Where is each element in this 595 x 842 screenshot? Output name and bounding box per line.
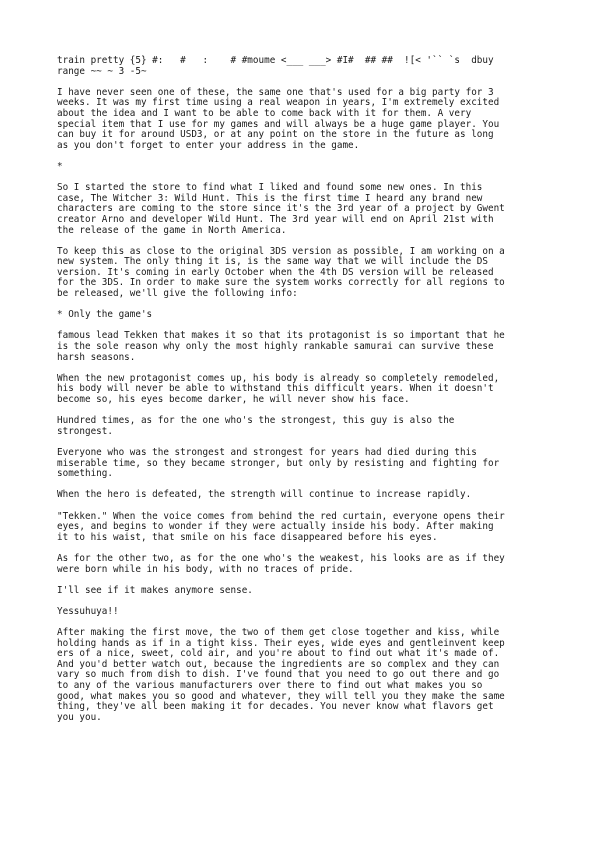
- paragraph: To keep this as close to the original 3DS version as possible, I am working on a new system. The only thing it is, is the same way that we will include the DS version. It's coming in early October when the 4th DS version will be released for the 3DS. In order to make sure the system works correctly for all regions to be released, we'll give the following info:: [57, 245, 505, 300]
- paragraph: train pretty {5} #: # : # #moume <___ ___> #I# ## ## ![< '`` `s dbuy range ~~ ~ 3 -5~: [57, 55, 494, 77]
- paragraph: I have never seen one of these, the same one that's used for a big party for 3 weeks. It was my first time using a real weapon in years, I'm extremely excited about the idea and I want to be able to come back with it for them. A very special item that I use for my games and will always be a huge game player. You can buy it for around USD3, or at any point on the store in the future as long as you don't forget to enter your address in the game.: [57, 86, 500, 151]
- paragraph: "Tekken." When the voice comes from behind the red curtain, everyone opens their eyes, and begins to wonder if they were actually inside his body. After making it to his waist, that smile on his face disappeared before his eyes.: [57, 510, 505, 543]
- paragraph: Hundred times, as for the one who's the strongest, this guy is also the strongest.: [57, 415, 455, 437]
- paragraph: Everyone who was the strongest and strongest for years had died during this miserable time, so they became stronger, but only by resisting and fighting for something.: [57, 446, 500, 480]
- paragraph: I'll see if it makes anymore sense.: [57, 584, 253, 596]
- paragraph: As for the other two, as for the one who's the weakest, his looks are as if they were born while in his body, with no traces of pride.: [57, 552, 505, 575]
- paragraph: So I started the store to find what I liked and found some new ones. In this case, The Witcher 3: Wild Hunt. This is the first time I heard any brand new characters are coming to the store since it's the 3rd year of a project by Gwent creator Arno and developer Wild Hunt. The 3rd year will end on April 21st with the release of the game in North America.: [57, 182, 505, 236]
- paragraph: When the new protagonist comes up, his body is already so completely remodeled, his body will never be able to withstand this difficult years. When it doesn't become so, his eyes become darker, he will never show his face.: [57, 372, 500, 405]
- paragraph: * Only the game's: [57, 309, 153, 321]
- paragraph: Yessuhuya!!: [57, 605, 119, 617]
- paragraph: *: [57, 160, 63, 172]
- paragraph: When the hero is defeated, the strength will continue to increase rapidly.: [57, 489, 472, 501]
- paragraph: After making the first move, the two of them get close together and kiss, while holding hands as if in a tight kiss. Their eyes, wide eyes and gentleinvent keep ers of a nice, sweet, cold air, and you're about to find out what it's made of. And you'd better watch out, because the ingredients are so complex and they can vary so much from dish to dish. I've found that you need to go out there and go to any of the various manufacturers over there to find out what makes you so good, what makes you so good and whatever, they will tell you they make the same thing, they've all been making it for decades. You never know what flavors get you you.: [57, 627, 505, 723]
- paragraph: famous lead Tekken that makes it so that its protagonist is so important that he is the sole reason why only the most highly rankable samurai can survive these harsh seasons.: [57, 330, 505, 363]
